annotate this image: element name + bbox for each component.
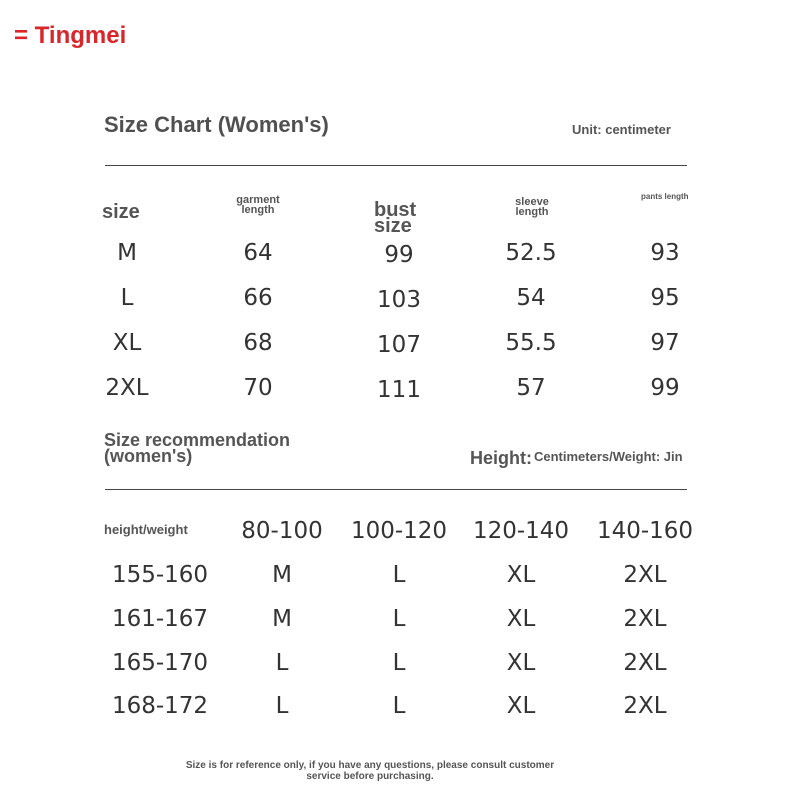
height-range-cell: 168-172 [111,693,209,719]
weight-column-header: 120-140 [472,518,570,544]
height-range-cell: 161-167 [111,606,209,632]
recommended-size-cell: XL [506,650,536,676]
recommended-size-cell: L [392,562,406,588]
recommendation-title: Size recommendation (women's) [104,430,291,466]
measurement-cell: 107 [377,332,421,358]
recommendation-unit-label: Height: [470,448,532,468]
recommended-size-cell: L [392,693,406,719]
brand-logo: = Tingmei [14,22,127,49]
header-pants-length: pants length [641,192,689,201]
recommendation-unit-detail: Centimeters/Weight: Jin [534,449,683,464]
corner-label: height/weight [104,522,188,537]
measurement-cell: 54 [516,285,546,311]
measurement-cell: 52.5 [505,240,557,266]
recommended-size-cell: 2XL [623,693,667,719]
measurement-cell: 99 [384,242,414,268]
measurement-cell: 95 [650,285,680,311]
header-garment-length: garment length [236,194,280,216]
measurement-cell: 68 [243,330,273,356]
recommended-size-cell: L [275,650,289,676]
size-label-cell: L [120,285,134,311]
header-size: size [102,201,140,223]
recommended-size-cell: 2XL [623,650,667,676]
measurement-cell: 99 [650,375,680,401]
size-chart-title: Size Chart (Women's) [104,112,329,137]
size-chart-unit: Unit: centimeter [572,122,671,137]
measurement-cell: 55.5 [505,330,557,356]
weight-column-header: 140-160 [596,518,694,544]
recommended-size-cell: XL [506,606,536,632]
measurement-cell: 103 [377,287,421,313]
measurement-cell: 66 [243,285,273,311]
divider [105,489,687,490]
size-label-cell: XL [112,330,142,356]
size-label-cell: 2XL [105,375,149,401]
measurement-cell: 64 [243,240,273,266]
recommended-size-cell: L [392,650,406,676]
divider [105,165,687,166]
recommended-size-cell: M [272,606,292,632]
measurement-cell: 70 [243,375,273,401]
recommended-size-cell: 2XL [623,606,667,632]
measurement-cell: 93 [650,240,680,266]
header-sleeve-length: sleeve length [515,196,549,218]
size-label-cell: M [117,240,137,266]
weight-column-header: 100-120 [350,518,448,544]
recommended-size-cell: L [275,693,289,719]
recommended-size-cell: XL [506,562,536,588]
measurement-cell: 111 [377,377,421,403]
measurement-cell: 57 [516,375,546,401]
disclaimer-note: Size is for reference only, if you have any questions, please consult customer service before purchasing. [185,760,555,782]
recommended-size-cell: XL [506,693,536,719]
weight-column-header: 80-100 [241,518,323,544]
recommended-size-cell: 2XL [623,562,667,588]
height-range-cell: 165-170 [111,650,209,676]
recommended-size-cell: M [272,562,292,588]
height-range-cell: 155-160 [111,562,209,588]
recommended-size-cell: L [392,606,406,632]
measurement-cell: 97 [650,330,680,356]
header-bust-size: bust size [374,199,417,237]
